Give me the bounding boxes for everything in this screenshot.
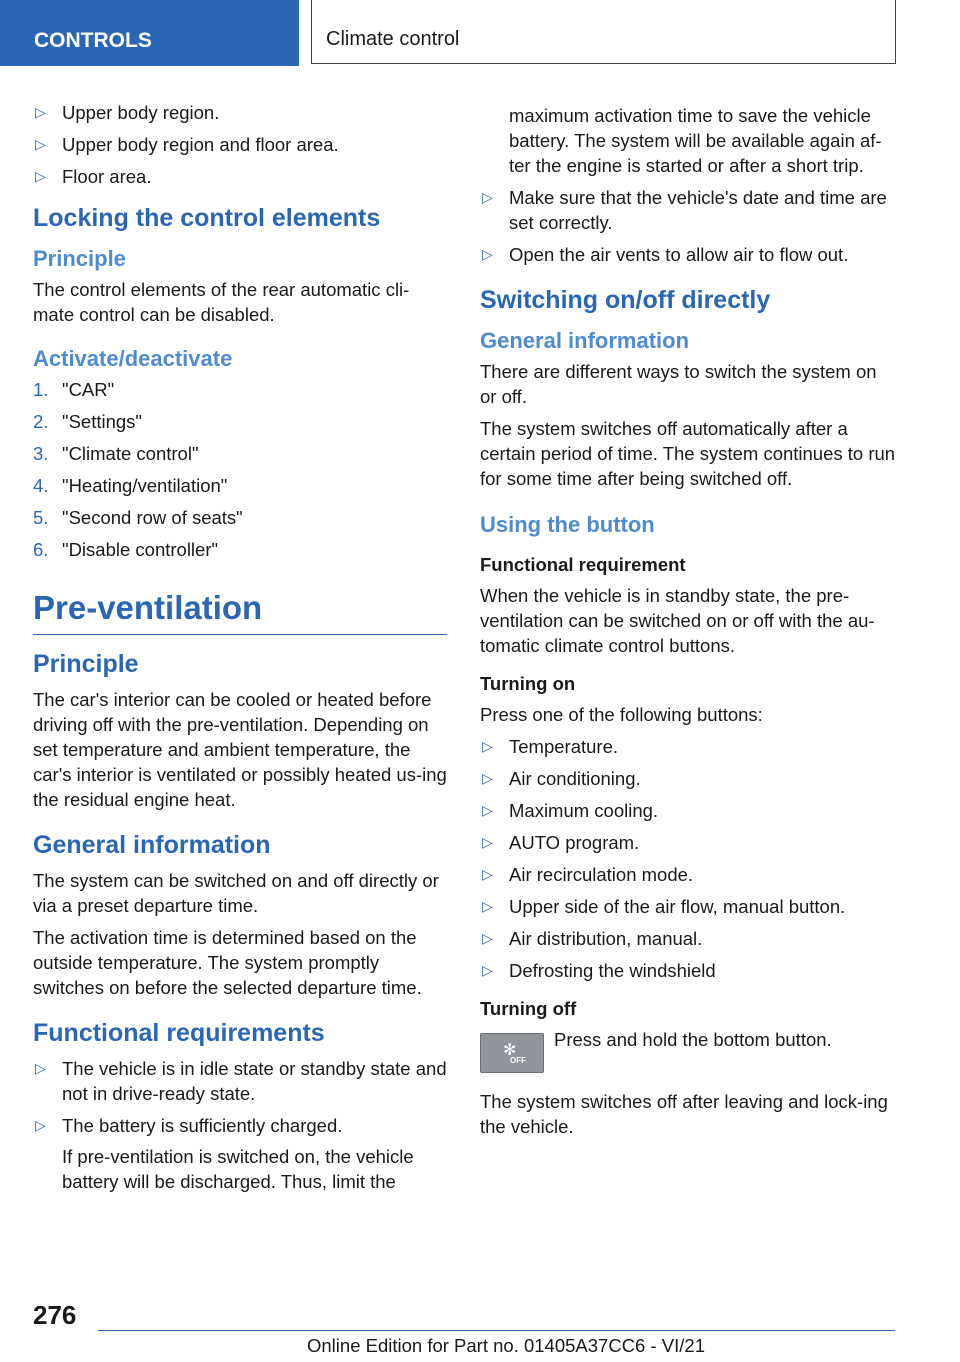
list-item: ▷ Make sure that the vehicle's date and time are set correctly. bbox=[482, 187, 887, 233]
step-item: 6. "Disable controller" bbox=[33, 539, 219, 560]
triangle-bullet-icon: ▷ bbox=[35, 1117, 46, 1133]
section-heading: General information bbox=[33, 831, 271, 859]
triangle-bullet-icon: ▷ bbox=[35, 104, 46, 120]
air-region-list bbox=[33, 100, 451, 189]
list-item: ▷ Temperature. bbox=[482, 736, 618, 757]
list-item: ▷ The battery is sufficiently charged. bbox=[35, 1115, 343, 1136]
list-item: ▷ Defrosting the windshield bbox=[482, 960, 716, 981]
list-item: ▷ Air distribution, manual. bbox=[482, 928, 703, 949]
triangle-bullet-icon: ▷ bbox=[482, 834, 493, 850]
minor-heading: Functional requirement bbox=[480, 554, 686, 575]
minor-heading: Turning off bbox=[480, 998, 577, 1019]
fan-icon: ✻ bbox=[503, 1042, 517, 1059]
preparation-list bbox=[480, 185, 898, 267]
left-column bbox=[33, 100, 451, 1194]
step-item: 5. "Second row of seats" bbox=[33, 507, 243, 528]
list-item: ▷ Open the air vents to allow air to flow out. bbox=[482, 244, 849, 265]
right-column bbox=[480, 103, 898, 1146]
chapter-title: Climate control bbox=[326, 28, 460, 50]
list-item: ▷ Air conditioning. bbox=[482, 768, 641, 789]
heading-rule bbox=[33, 634, 447, 635]
section-heading: Functional requirements bbox=[33, 1019, 325, 1047]
step-item: 1. "CAR" bbox=[33, 379, 115, 400]
section-label: CONTROLS bbox=[34, 29, 152, 52]
chapter-heading: Pre-ventilation bbox=[33, 589, 263, 626]
triangle-bullet-icon: ▷ bbox=[482, 898, 493, 914]
paragraph: Press and hold the bottom button. bbox=[554, 1029, 832, 1050]
list-item: ▷ Upper body region and floor area. bbox=[35, 134, 339, 155]
subsection-heading: Using the button bbox=[480, 512, 655, 537]
triangle-bullet-icon: ▷ bbox=[482, 246, 493, 262]
list-item: ▷ Air recirculation mode. bbox=[482, 864, 694, 885]
paragraph: There are different ways to switch the system on or off. bbox=[480, 361, 877, 407]
paragraph: The system switches off after leaving and lock-ing the vehicle. bbox=[480, 1091, 888, 1137]
triangle-bullet-icon: ▷ bbox=[482, 930, 493, 946]
paragraph: The car's interior can be cooled or heated before driving off with the pre-ventilation. Depending on set temperature and ambient temperature, the car's interior is ventilated or possibly heated us-ing the residual engine heat. bbox=[33, 689, 447, 810]
battery-note-continued: maximum activation time to save the vehicle battery. The system will be available again af-ter the engine is started or after a short trip. bbox=[509, 105, 882, 176]
edition-note: Online Edition for Part no. 01405A37CC6 - VI/21 bbox=[307, 1335, 705, 1356]
list-item: ▷ Floor area. bbox=[35, 166, 152, 187]
triangle-bullet-icon: ▷ bbox=[482, 770, 493, 786]
section-heading: Switching on/off directly bbox=[480, 286, 771, 314]
paragraph: The activation time is determined based on the outside temperature. The system promptly switches on before the selected departure time. bbox=[33, 927, 422, 998]
buttons-list bbox=[480, 734, 898, 983]
triangle-bullet-icon: ▷ bbox=[35, 168, 46, 184]
paragraph: When the vehicle is in standby state, the pre-ventilation can be switched on or off with the au-tomatic climate control buttons. bbox=[480, 585, 875, 656]
minor-heading: Turning on bbox=[480, 673, 576, 694]
step-item: 2. "Settings" bbox=[33, 411, 142, 432]
fan-off-button-icon bbox=[480, 1033, 544, 1073]
requirements-list bbox=[33, 1056, 451, 1138]
triangle-bullet-icon: ▷ bbox=[482, 866, 493, 882]
step-item: 4. "Heating/ventilation" bbox=[33, 475, 228, 496]
triangle-bullet-icon: ▷ bbox=[482, 189, 493, 205]
paragraph: The control elements of the rear automatic cli- mate control can be disabled. bbox=[33, 279, 410, 325]
section-heading: Principle bbox=[33, 650, 139, 678]
subsection-heading: General information bbox=[480, 328, 690, 353]
paragraph: The system can be switched on and off directly or via a preset departure time. bbox=[33, 870, 439, 916]
subsection-heading: Activate/deactivate bbox=[33, 346, 233, 371]
paragraph: The system switches off automatically after a certain period of time. The system continues to run for some time after being switched off. bbox=[480, 418, 896, 489]
steps-list bbox=[33, 377, 451, 562]
triangle-bullet-icon: ▷ bbox=[482, 802, 493, 818]
step-item: 3. "Climate control" bbox=[33, 443, 199, 464]
triangle-bullet-icon: ▷ bbox=[35, 1060, 46, 1076]
triangle-bullet-icon: ▷ bbox=[482, 738, 493, 754]
section-heading: Locking the control elements bbox=[33, 204, 381, 232]
paragraph: Press one of the following buttons: bbox=[480, 704, 763, 725]
section-tab bbox=[0, 0, 299, 66]
off-label: OFF bbox=[510, 1056, 526, 1065]
subsection-heading: Principle bbox=[33, 246, 126, 271]
list-item: ▷ Upper side of the air flow, manual button. bbox=[482, 896, 846, 917]
list-item: ▷ AUTO program. bbox=[482, 832, 640, 853]
page-number: 276 bbox=[33, 1300, 77, 1330]
list-item: ▷ The vehicle is in idle state or standby state and not in drive-ready state. bbox=[35, 1058, 447, 1104]
triangle-bullet-icon: ▷ bbox=[482, 962, 493, 978]
triangle-bullet-icon: ▷ bbox=[35, 136, 46, 152]
list-item: ▷ Upper body region. bbox=[35, 102, 220, 123]
list-item: ▷ Maximum cooling. bbox=[482, 800, 659, 821]
turn-off-instruction bbox=[480, 1027, 898, 1089]
footer-rule bbox=[98, 1330, 895, 1331]
battery-note: If pre-ventilation is switched on, the vehicle battery will be discharged. Thus, limit the bbox=[62, 1146, 414, 1192]
